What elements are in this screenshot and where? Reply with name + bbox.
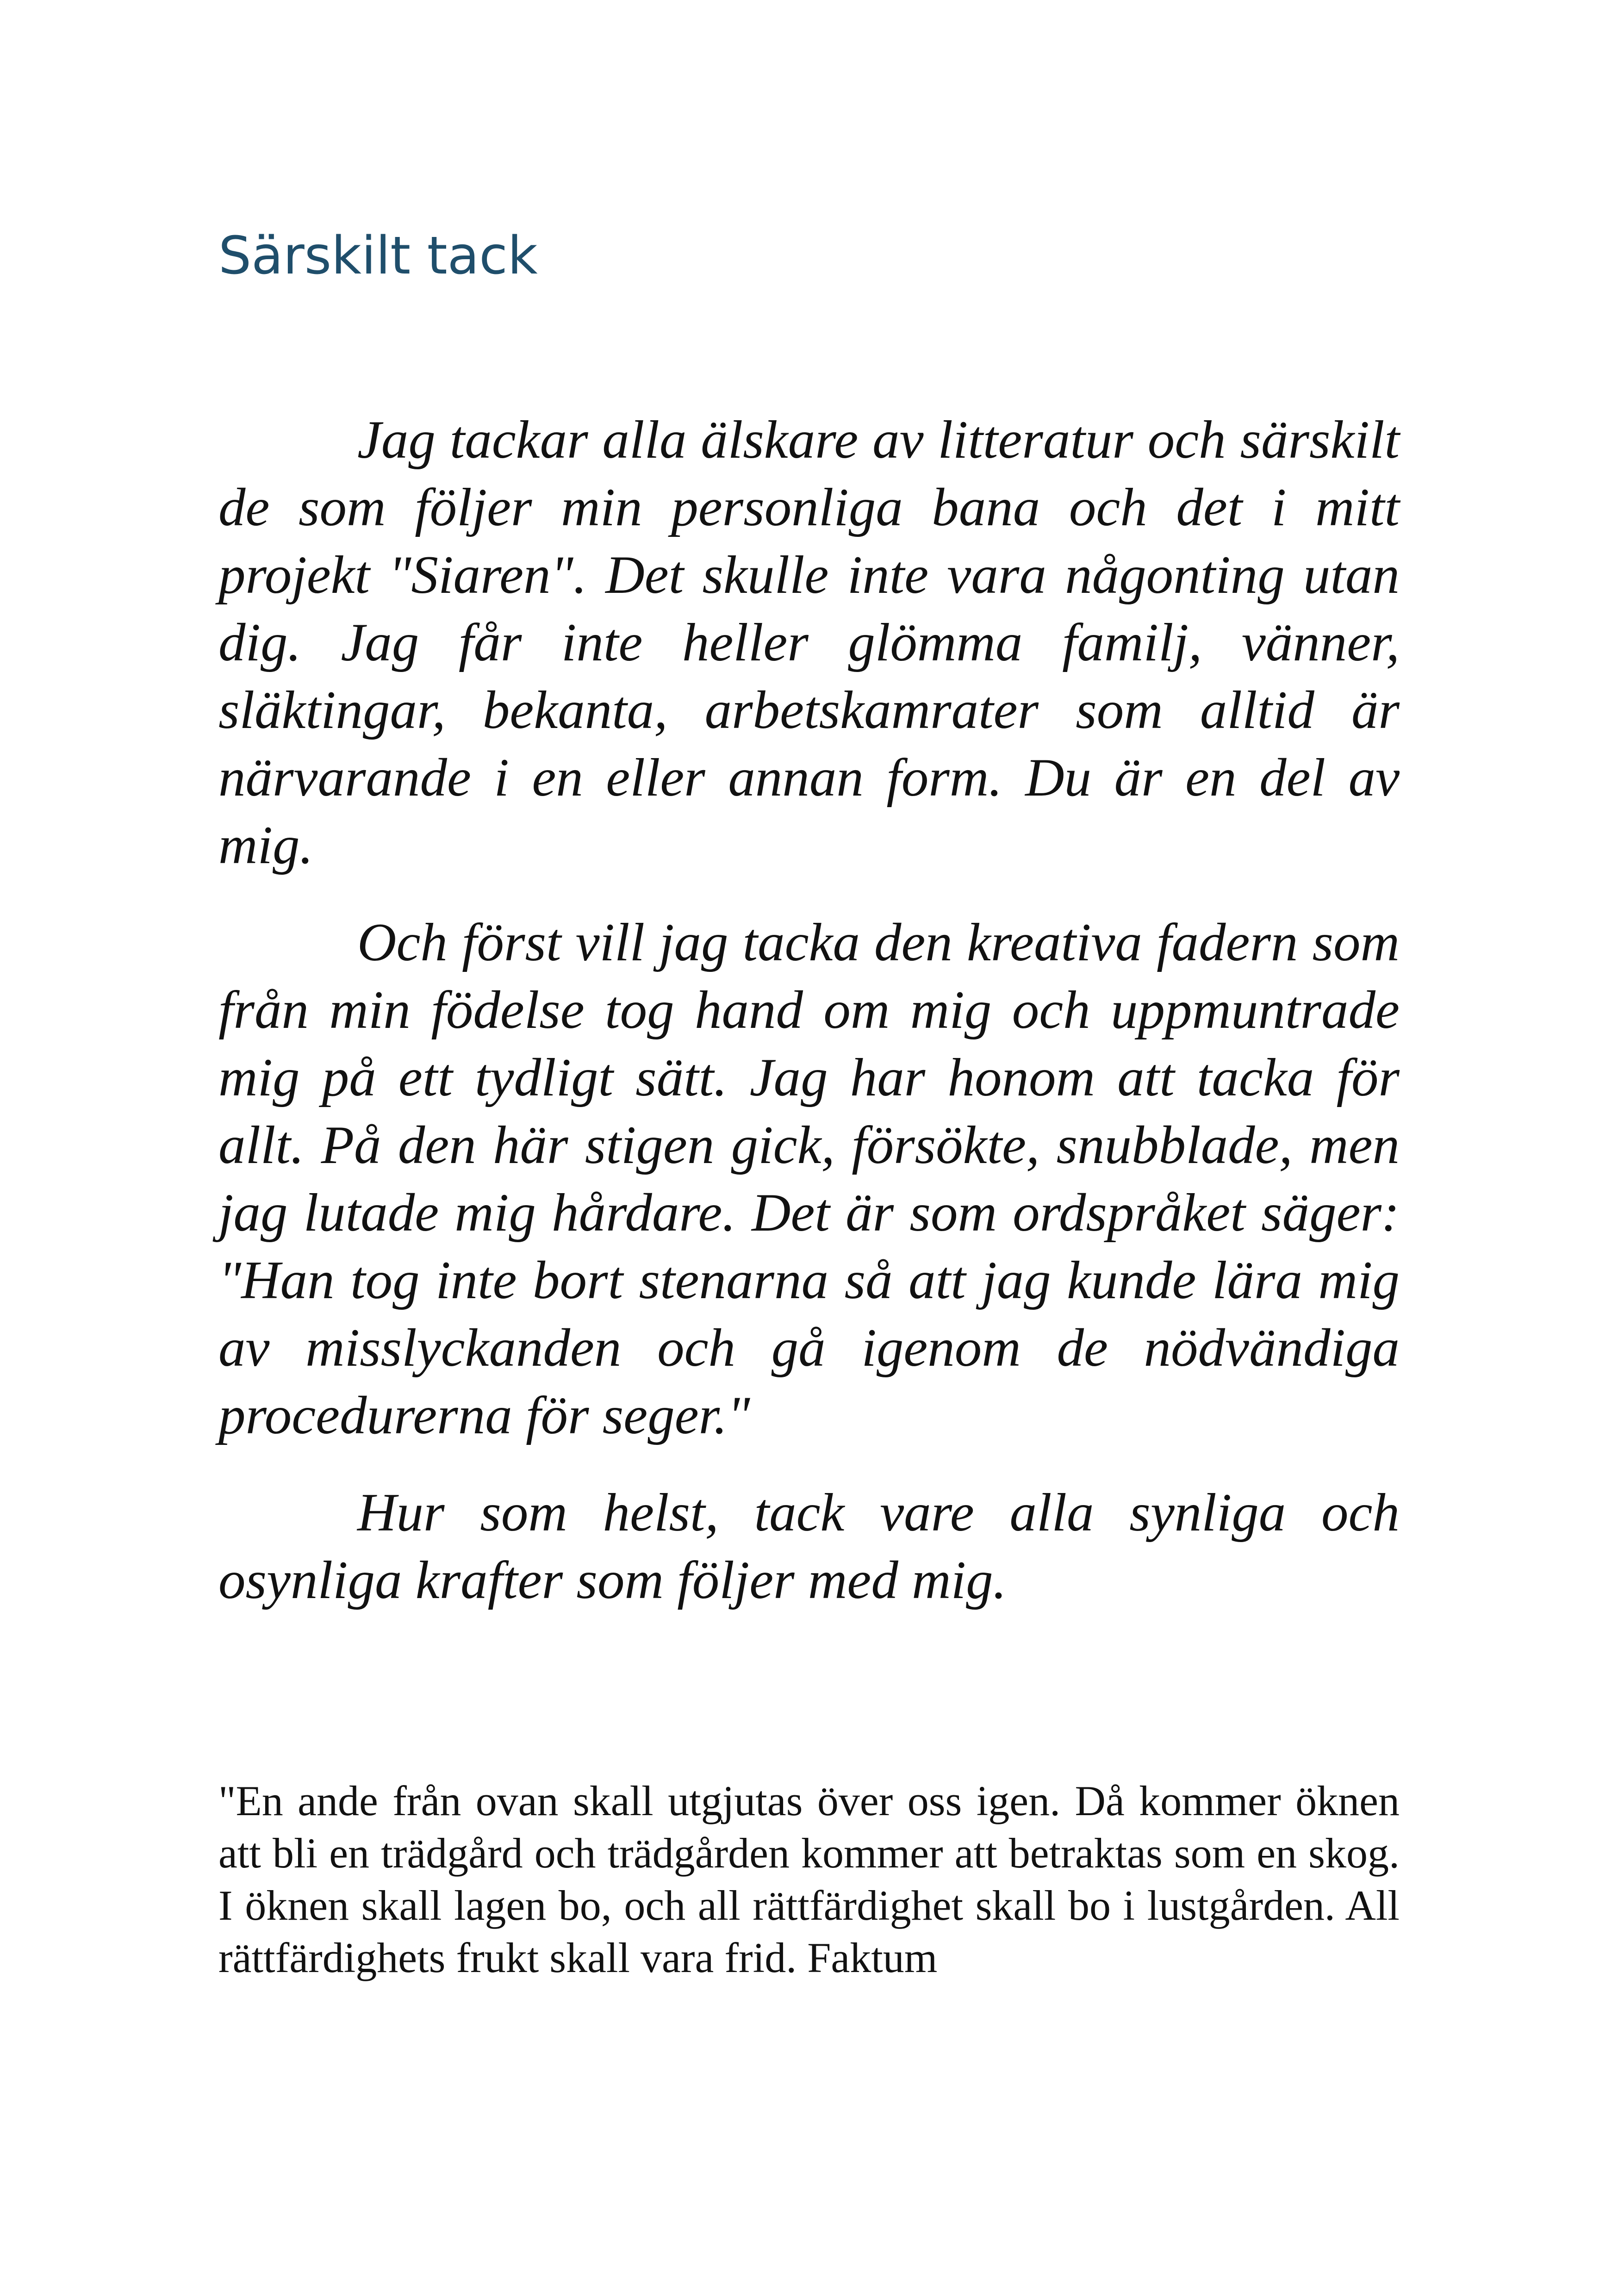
quote-text: "En ande från ovan skall utgjutas över oss igen. Då kommer öknen att bli en trädgård och trädgården kommer att betraktas som en skog. I öknen skall lagen bo, och all rättfärdighet skall bo i lustgården. All rättfärdighets frukt skall vara frid. Faktum	[218, 1777, 1400, 1981]
acknowledgement-body	[218, 406, 1400, 1644]
paragraph: Hur som helst, tack vare alla synliga och osynliga krafter som följer med mig.	[218, 1483, 1400, 1610]
page-title: Särskilt tack	[218, 226, 538, 286]
paragraph: Jag tackar alla älskare av litteratur och särskilt de som följer min personliga bana och det i mitt projekt "Siaren". Det skulle inte vara någonting utan dig. Jag får inte heller glömma familj, vänner, släktingar, bekanta, arbetskamrater som alltid är närvarande i en eller annan form. Du är en del av mig.	[218, 410, 1400, 875]
paragraph: Och först vill jag tacka den kreativa fadern som från min födelse tog hand om mig och uppmuntrade mig på ett tydligt sätt. Jag har honom att tacka för allt. På den här stigen gick, försökte, snubblade, men jag lutade mig hårdare. Det är som ordspråket säger: "Han tog inte bort stenarna så att jag kunde lära mig av misslyckanden och gå igenom de nödvändiga procedurerna för seger."	[218, 913, 1400, 1445]
